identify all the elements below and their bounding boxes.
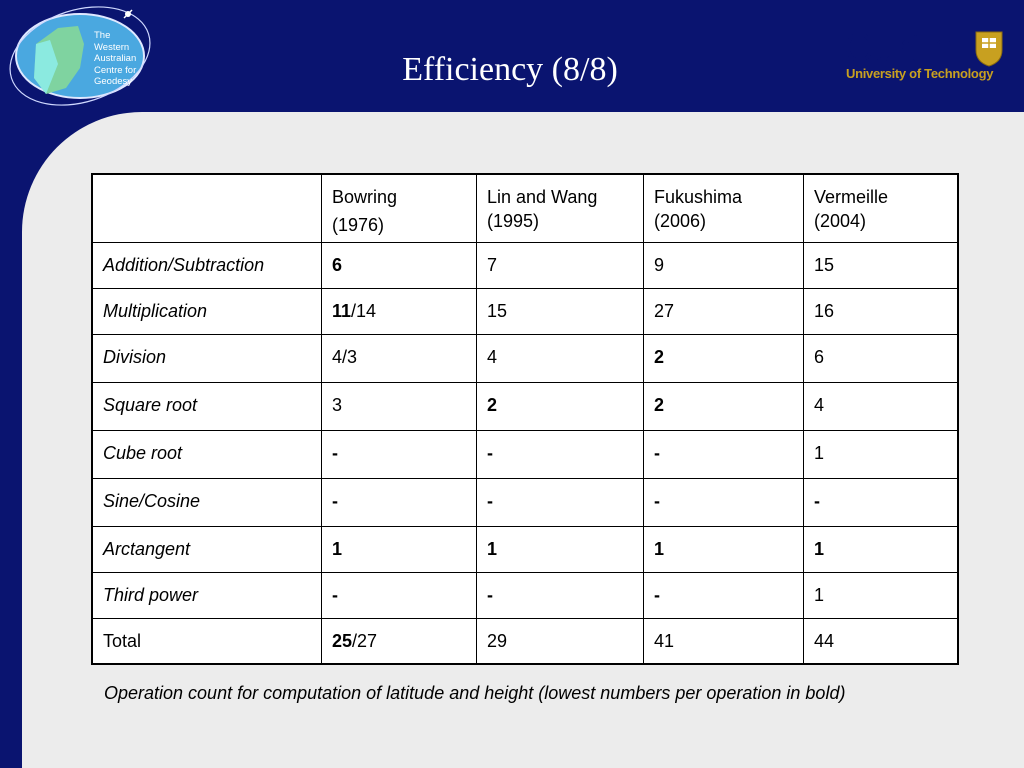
wacg-line: The xyxy=(94,30,111,41)
table-cell xyxy=(804,242,959,288)
cell-bold: - xyxy=(814,490,820,511)
cell-rest: 7 xyxy=(487,254,498,275)
cell-rest: 15 xyxy=(814,254,835,275)
cell-bold: 1 xyxy=(814,538,825,559)
table-cell xyxy=(644,288,804,334)
table-cell xyxy=(477,382,644,430)
cell-bold: 2 xyxy=(487,394,498,415)
row-label-total: Total xyxy=(92,618,322,664)
table-cell xyxy=(804,618,959,664)
cell-bold: - xyxy=(487,490,493,511)
wacg-logo xyxy=(6,4,158,108)
table-caption: Operation count for computation of latitude and height (lowest numbers per operation in bold) xyxy=(104,683,846,703)
table-cell xyxy=(477,430,644,478)
cell-bold: 1 xyxy=(332,538,343,559)
row-label: Third power xyxy=(92,572,322,618)
cell-rest: 4/3 xyxy=(332,346,358,367)
table-cell xyxy=(322,478,477,526)
header-cell xyxy=(644,174,804,242)
table-cell xyxy=(644,478,804,526)
cell-bold: 1 xyxy=(487,538,498,559)
wacg-line: Western xyxy=(94,41,130,53)
table-cell xyxy=(477,334,644,382)
cell-rest: 15 xyxy=(487,300,508,321)
curtin-wordmark: Curtin xyxy=(844,26,954,70)
wacg-line: Geodesy xyxy=(94,76,133,87)
table-cell xyxy=(477,288,644,334)
cell-bold: - xyxy=(332,442,338,463)
table-cell xyxy=(477,478,644,526)
cell-bold: 25 xyxy=(332,630,353,651)
cell-bold: - xyxy=(332,584,338,605)
table-cell xyxy=(644,334,804,382)
row-label: Addition/Subtraction xyxy=(92,242,322,288)
table-header-row xyxy=(92,174,958,242)
cell-rest: 29 xyxy=(487,630,508,651)
table-row xyxy=(92,242,958,288)
table-cell xyxy=(477,526,644,572)
table-cell xyxy=(804,288,959,334)
cell-bold: - xyxy=(654,490,660,511)
cell-rest: 1 xyxy=(814,442,825,463)
table-row xyxy=(92,526,958,572)
table-cell xyxy=(322,526,477,572)
cell-bold: - xyxy=(654,584,660,605)
cell-rest: 4 xyxy=(487,346,498,367)
table-cell xyxy=(804,382,959,430)
header-name: Bowring xyxy=(332,187,398,207)
wacg-line: Centre for xyxy=(94,64,137,76)
table-cell xyxy=(477,618,644,664)
cell-bold: 1 xyxy=(654,538,665,559)
header-cell xyxy=(322,174,477,242)
cell-rest: 44 xyxy=(814,630,835,651)
cell-rest: /14 xyxy=(351,300,377,321)
table-cell xyxy=(804,334,959,382)
cell-rest: 3 xyxy=(332,394,343,415)
header-name: Vermeille xyxy=(814,187,889,207)
wacg-line: Australian xyxy=(94,53,137,64)
table-cell xyxy=(322,430,477,478)
table-cell xyxy=(804,526,959,572)
crest-icon xyxy=(974,28,1004,68)
table-row xyxy=(92,382,958,430)
table-cell xyxy=(322,618,477,664)
header-year: (2006) xyxy=(654,211,707,231)
row-label: Sine/Cosine xyxy=(92,478,322,526)
row-label: Multiplication xyxy=(92,288,322,334)
row-label: Arctangent xyxy=(92,526,322,572)
table-cell xyxy=(804,478,959,526)
header-year: (1976) xyxy=(332,215,385,235)
cell-rest: 9 xyxy=(654,254,665,275)
table-row xyxy=(92,572,958,618)
table-cell xyxy=(322,288,477,334)
table-cell xyxy=(804,430,959,478)
cell-rest: 41 xyxy=(654,630,675,651)
table-cell xyxy=(644,618,804,664)
row-label: Division xyxy=(92,334,322,382)
slide-title: Efficiency (8/8) xyxy=(402,51,618,88)
table-cell xyxy=(477,242,644,288)
table-row xyxy=(92,430,958,478)
cell-bold: - xyxy=(487,442,493,463)
table-row-total xyxy=(92,618,958,664)
header-year: (1995) xyxy=(487,211,540,231)
header-cell xyxy=(804,174,959,242)
curtin-logo xyxy=(844,26,1008,86)
cell-rest: 1 xyxy=(814,584,825,605)
curtin-subtitle: University of Technology xyxy=(846,66,994,81)
cell-bold: - xyxy=(654,442,660,463)
header-name: Fukushima xyxy=(654,187,743,207)
header-cell-empty xyxy=(92,174,322,242)
table-cell xyxy=(322,382,477,430)
header-year: (2004) xyxy=(814,211,867,231)
cell-bold: - xyxy=(332,490,338,511)
cell-rest: 27 xyxy=(654,300,675,321)
table-cell xyxy=(644,430,804,478)
table-row xyxy=(92,288,958,334)
cell-rest: 6 xyxy=(814,346,825,367)
table-cell xyxy=(804,572,959,618)
cell-rest: 4 xyxy=(814,394,825,415)
header-cell xyxy=(477,174,644,242)
efficiency-table xyxy=(91,173,959,665)
table-cell xyxy=(322,242,477,288)
wacg-logo-text xyxy=(94,30,136,88)
cell-bold: 6 xyxy=(332,254,343,275)
cell-bold: 11 xyxy=(332,300,352,321)
cell-bold: - xyxy=(487,584,493,605)
row-label: Square root xyxy=(92,382,322,430)
table-cell xyxy=(322,572,477,618)
table-cell xyxy=(477,572,644,618)
header-name: Lin and Wang xyxy=(487,187,598,207)
row-label: Cube root xyxy=(92,430,322,478)
cell-bold: 2 xyxy=(654,346,665,367)
cell-rest: 16 xyxy=(814,300,835,321)
table-cell xyxy=(644,382,804,430)
cell-bold: 2 xyxy=(654,394,665,415)
table-cell xyxy=(644,572,804,618)
table-cell xyxy=(322,334,477,382)
table-row xyxy=(92,478,958,526)
table-cell xyxy=(644,242,804,288)
table-row xyxy=(92,334,958,382)
table-cell xyxy=(644,526,804,572)
cell-rest: /27 xyxy=(352,630,378,651)
